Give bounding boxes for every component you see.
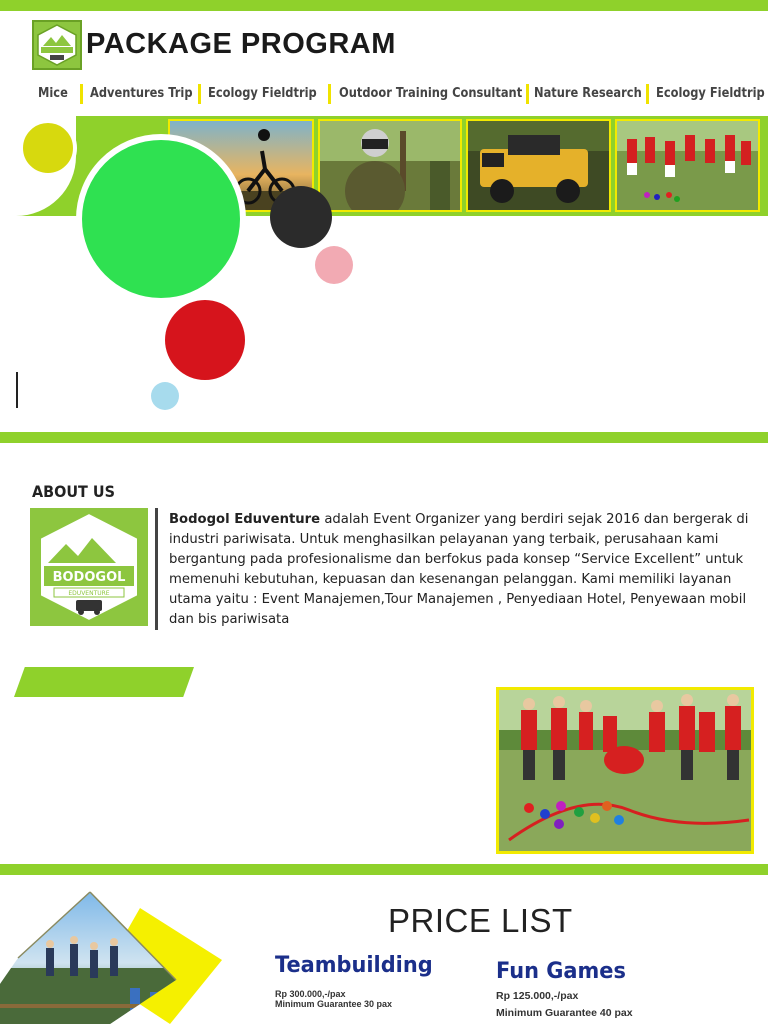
package-teambuilding-name: Teambuilding bbox=[275, 953, 433, 978]
nav-item-adventures-trip[interactable]: Adventures Trip bbox=[90, 86, 193, 101]
nav-separator bbox=[646, 84, 649, 104]
photo-jeep bbox=[466, 119, 611, 212]
price-decor bbox=[0, 888, 240, 1024]
decor-circle-blue bbox=[151, 382, 179, 410]
package-fungames-price: Rp 125.000,-/pax bbox=[496, 990, 579, 1002]
decor-circle-green bbox=[76, 134, 246, 304]
about-divider bbox=[155, 508, 158, 630]
text-cursor bbox=[16, 372, 18, 408]
bodogol-logo-icon bbox=[32, 20, 82, 70]
photo-team-activity bbox=[496, 687, 754, 854]
decor-green-tab bbox=[14, 667, 194, 697]
package-fungames-name: Fun Games bbox=[496, 959, 626, 984]
decor-circle-yellow bbox=[19, 119, 77, 177]
decor-circle-black bbox=[270, 186, 332, 248]
nav-item-ecology-fieldtrip-2[interactable]: Ecology Fieldtrip bbox=[656, 86, 765, 101]
photo-group-games bbox=[615, 119, 760, 212]
decor-circle-pink bbox=[315, 246, 353, 284]
package-teambuilding-guarantee: Minimum Guarantee 30 pax bbox=[275, 999, 393, 1009]
package-fungames-guarantee: Minimum Guarantee 40 pax bbox=[496, 1007, 633, 1019]
program-nav bbox=[0, 82, 768, 106]
section-divider bbox=[0, 864, 768, 875]
top-bar bbox=[0, 0, 768, 11]
nav-item-mice[interactable]: Mice bbox=[38, 86, 68, 101]
nav-separator bbox=[526, 84, 529, 104]
decor-circle-red bbox=[165, 300, 245, 380]
about-title: ABOUT US bbox=[32, 482, 115, 501]
nav-separator bbox=[328, 84, 331, 104]
nav-separator bbox=[198, 84, 201, 104]
price-list-title: PRICE LIST bbox=[388, 902, 573, 939]
nav-item-nature-research[interactable]: Nature Research bbox=[534, 86, 642, 101]
company-name: Bodogol Eduventure bbox=[169, 512, 321, 527]
page-title: PACKAGE PROGRAM bbox=[86, 28, 396, 60]
photo-paintball bbox=[318, 119, 462, 212]
logo-sub: EDUVENTURE bbox=[68, 590, 110, 597]
bodogol-logo-icon bbox=[30, 508, 148, 626]
section-divider bbox=[0, 432, 768, 443]
nav-item-outdoor-training[interactable]: Outdoor Training Consultant bbox=[339, 86, 523, 101]
about-body: adalah Event Organizer yang berdiri sejak 2016 dan bergerak di industri pariwisata. Untuk menghasilkan pelayanan yang terbaik, perusahaan kami bergantung pada profesionalisme dan berfokus pada konsep “Service Excellent” untuk memenuhi kebutuhan, kepuasan dan kesenangan pelanggan. Kami memiliki layanan utama yaitu : Event Manajemen,Tour Manajemen , Penyediaan Hotel, Penyewaan mobil dan bis pariwisata bbox=[169, 512, 749, 627]
nav-item-ecology-fieldtrip[interactable]: Ecology Fieldtrip bbox=[208, 86, 317, 101]
logo-name: BODOGOL bbox=[52, 570, 126, 585]
about-text bbox=[169, 510, 749, 630]
package-teambuilding-price: Rp 300.000,-/pax bbox=[275, 989, 346, 999]
nav-separator bbox=[80, 84, 83, 104]
